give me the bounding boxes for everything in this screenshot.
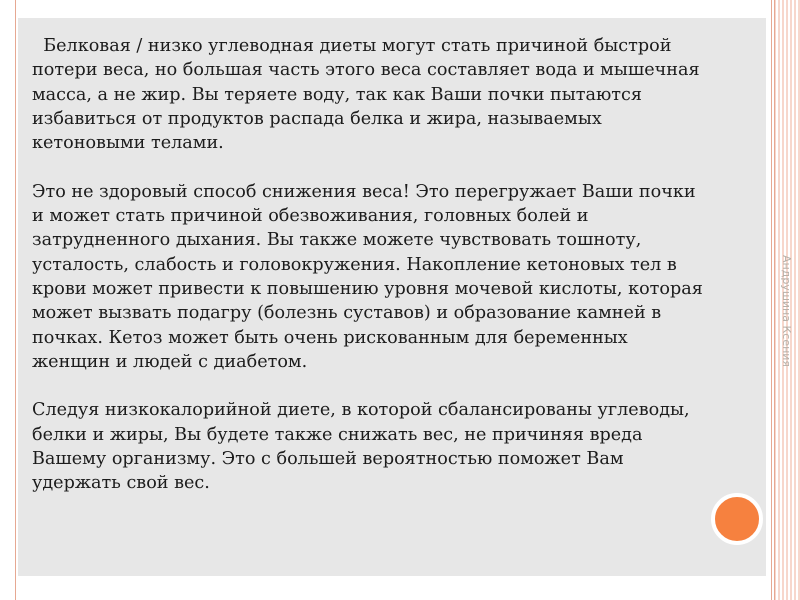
author-label: Андрушина Ксения: [780, 255, 793, 368]
accent-circle-icon: [711, 493, 763, 545]
slide-body-text: [32, 34, 772, 496]
paragraph-low-carb-diets: Белковая / низко углеводная диеты могут стать причиной быстрой потери веса, но большая часть этого веса составляет вода и мышечная масса, а не жир. Вы теряете воду, так как Ваши почки пытаются избавиться от продуктов распада белка и жира, называемых кетоновыми телами.: [32, 36, 700, 154]
paragraph-health-risks: Это не здоровый способ снижения веса! Это перегружает Ваши почки и может стать причиной обезвоживания, головных болей и затрудненного дыхания. Вы также можете чувствовать тошноту, усталость, слабость и головокружения. Накопление кетоновых тел в крови может привести к повышению уровня мочевой кислоты, которая может вызвать подагру (болезнь суставов) и образование камней в почках. Кетоз может быть очень рискованным для беременных женщин и людей с диабетом.: [32, 181, 703, 372]
content-card: [18, 18, 766, 576]
paragraph-balanced-diet: Следуя низкокалорийной диете, в которой сбалансированы углеводы, белки и жиры, Вы будете также снижать вес, не причиняя вреда Вашему организму. Это с большей вероятностью поможет Вам удержать свой вес.: [32, 400, 690, 494]
